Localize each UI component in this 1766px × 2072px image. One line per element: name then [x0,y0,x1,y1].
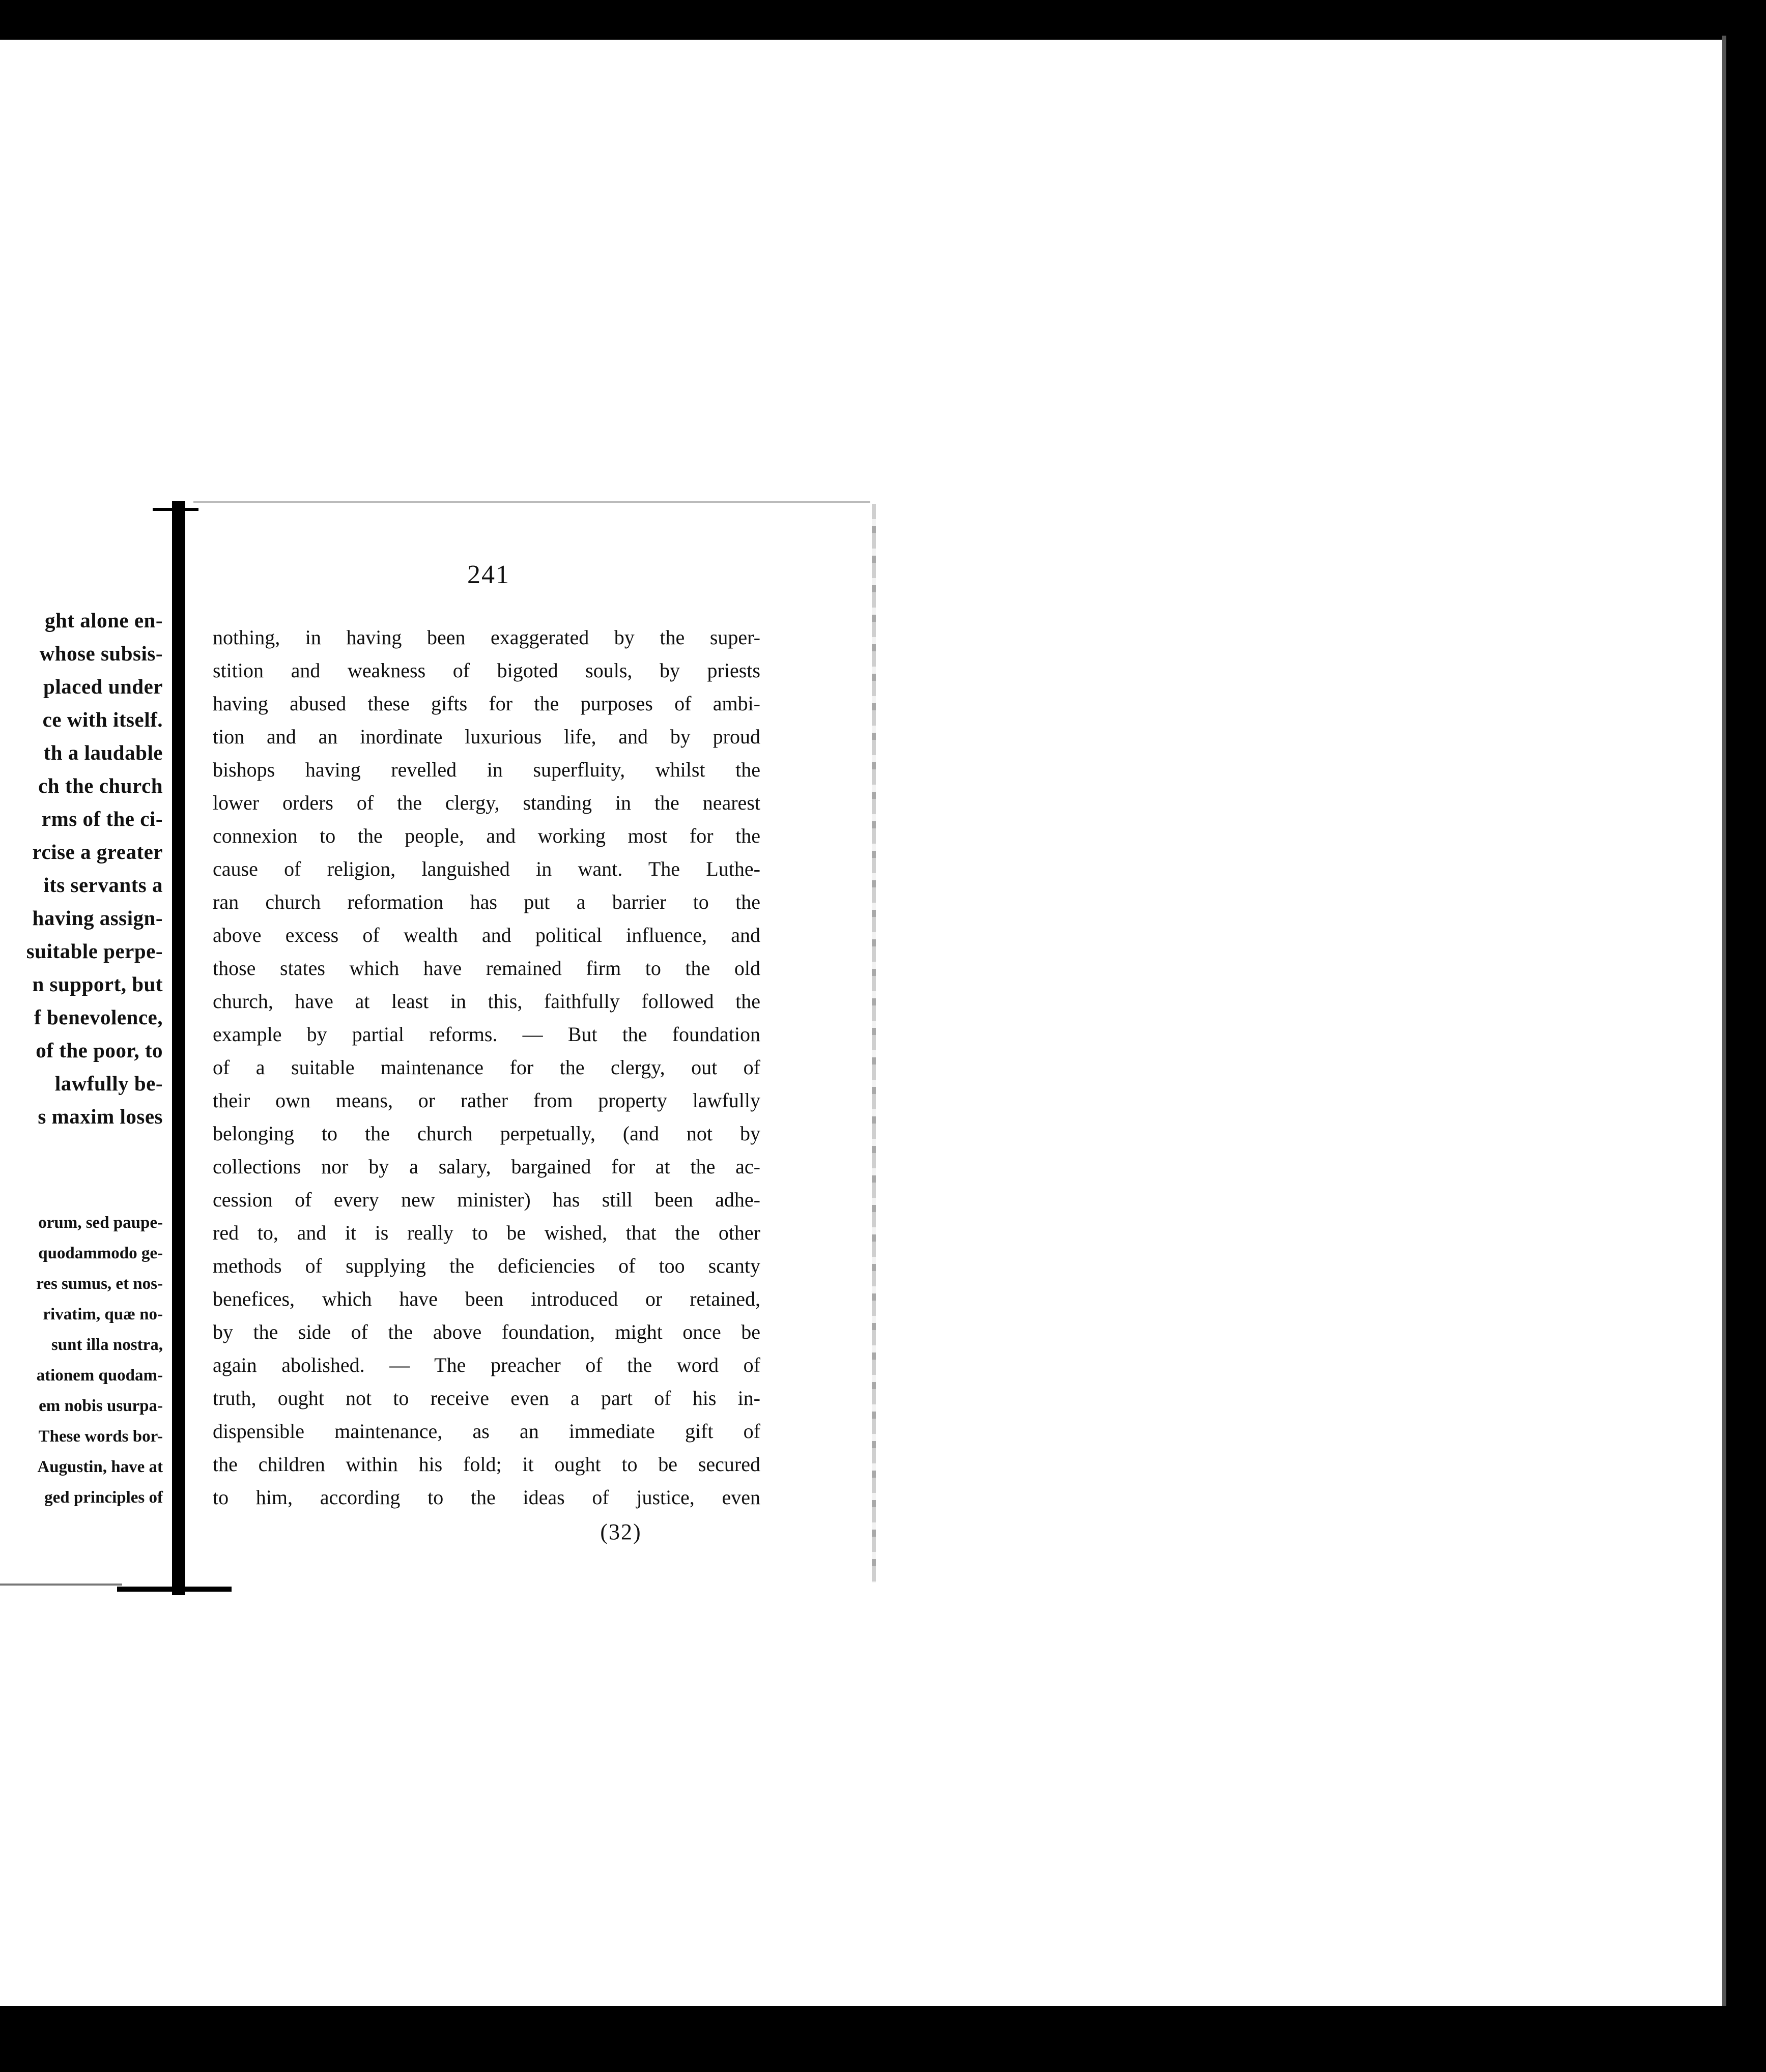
text-line: dispensible maintenance, as an immediate gift of [213,1420,760,1443]
text-line: stition and weakness of bigoted souls, by priests [213,659,760,682]
left-page-line: s maxim loses [38,1105,163,1128]
text-line: the children within his fold; it ought to be secured [213,1453,760,1476]
left-page-line: lawfully be- [54,1072,163,1095]
text-line: again abolished. — The preacher of the word of [213,1354,760,1376]
text-line: collections nor by a salary, bargained for at the ac- [213,1155,760,1178]
left-page-line: placed under [43,675,163,698]
left-page-line: having assign- [32,906,163,930]
text-line: truth, ought not to receive even a part of his in- [213,1387,760,1409]
text-line: those states which have remained firm to the old [213,957,760,980]
text-line: ran church reformation has put a barrier to the [213,890,760,913]
signature-mark: (32) [600,1519,642,1544]
text-line: benefices, which have been introduced or retained, [213,1287,760,1310]
left-page-line: f benevolence, [34,1005,163,1029]
page-right-edge [872,504,876,1582]
page-top-edge [193,501,870,503]
page-number: 241 [467,560,510,589]
text-line: church, have at least in this, faithfully followed the [213,990,760,1013]
left-page-line: ght alone en- [45,609,163,632]
left-footnote-line: orum, sed paupe- [38,1214,163,1232]
scan-frame-right [1726,0,1766,2072]
left-page-line: rcise a greater [32,840,163,864]
text-line: bishops having revelled in superfluity, whilst the [213,758,760,781]
left-page-line: of the poor, to [36,1039,163,1062]
left-page-line: rms of the ci- [41,807,163,830]
text-line: tion and an inordinate luxurious life, and by proud [213,725,760,748]
left-footnote-line: res sumus, et nos- [36,1275,163,1293]
text-line: of a suitable maintenance for the clergy, out of [213,1056,760,1079]
text-line: red to, and it is really to be wished, that the other [213,1221,760,1244]
text-line: having abused these gifts for the purposes of ambi- [213,692,760,715]
left-page-fragment [0,598,168,1549]
text-line: lower orders of the clergy, standing in the nearest [213,791,760,814]
left-footnote-line: sunt illa nostra, [51,1336,163,1354]
text-line: by the side of the above foundation, might once be [213,1320,760,1343]
left-page-line: n support, but [32,972,163,996]
left-footnote-line: These words bor- [38,1427,163,1446]
text-line: belonging to the church perpetually, (and not by [213,1122,760,1145]
left-footnote-line: em nobis usurpa- [39,1397,163,1415]
text-line: methods of supplying the deficiencies of too scanty [213,1254,760,1277]
left-page-line: ce with itself. [42,708,163,731]
text-line: cause of religion, languished in want. The Luthe- [213,857,760,880]
scan-frame-top [0,0,1766,40]
left-footnote-line: ged principles of [44,1488,163,1507]
left-page-line: its servants a [43,873,163,897]
text-line: to him, according to the ideas of justice, even [213,1486,760,1509]
gutter-shadow-rule [0,1584,122,1586]
scan-frame-bottom [0,2006,1766,2072]
left-page-line: suitable perpe- [26,939,163,963]
gutter-bottom-rule [117,1587,232,1592]
text-line: example by partial reforms. — But the foundation [213,1023,760,1046]
body-text [213,621,760,1514]
text-line: cession of every new minister) has still been adhe- [213,1188,760,1211]
left-page-line: ch the church [38,774,163,797]
left-footnote-line: Augustin, have at [37,1458,163,1476]
left-page-line: whose subsis- [39,642,163,665]
text-line: connexion to the people, and working most for the [213,824,760,847]
left-footnote-line: ationem quodam- [36,1366,163,1385]
text-line: nothing, in having been exaggerated by the super- [213,626,760,649]
left-footnote-line: quodammodo ge- [38,1244,163,1262]
binding-gutter [172,501,185,1595]
text-line: their own means, or rather from property lawfully [213,1089,760,1112]
left-footnote-line: rivatim, quæ no- [43,1305,163,1323]
left-page-line: th a laudable [43,741,163,764]
text-line: above excess of wealth and political influence, and [213,924,760,946]
